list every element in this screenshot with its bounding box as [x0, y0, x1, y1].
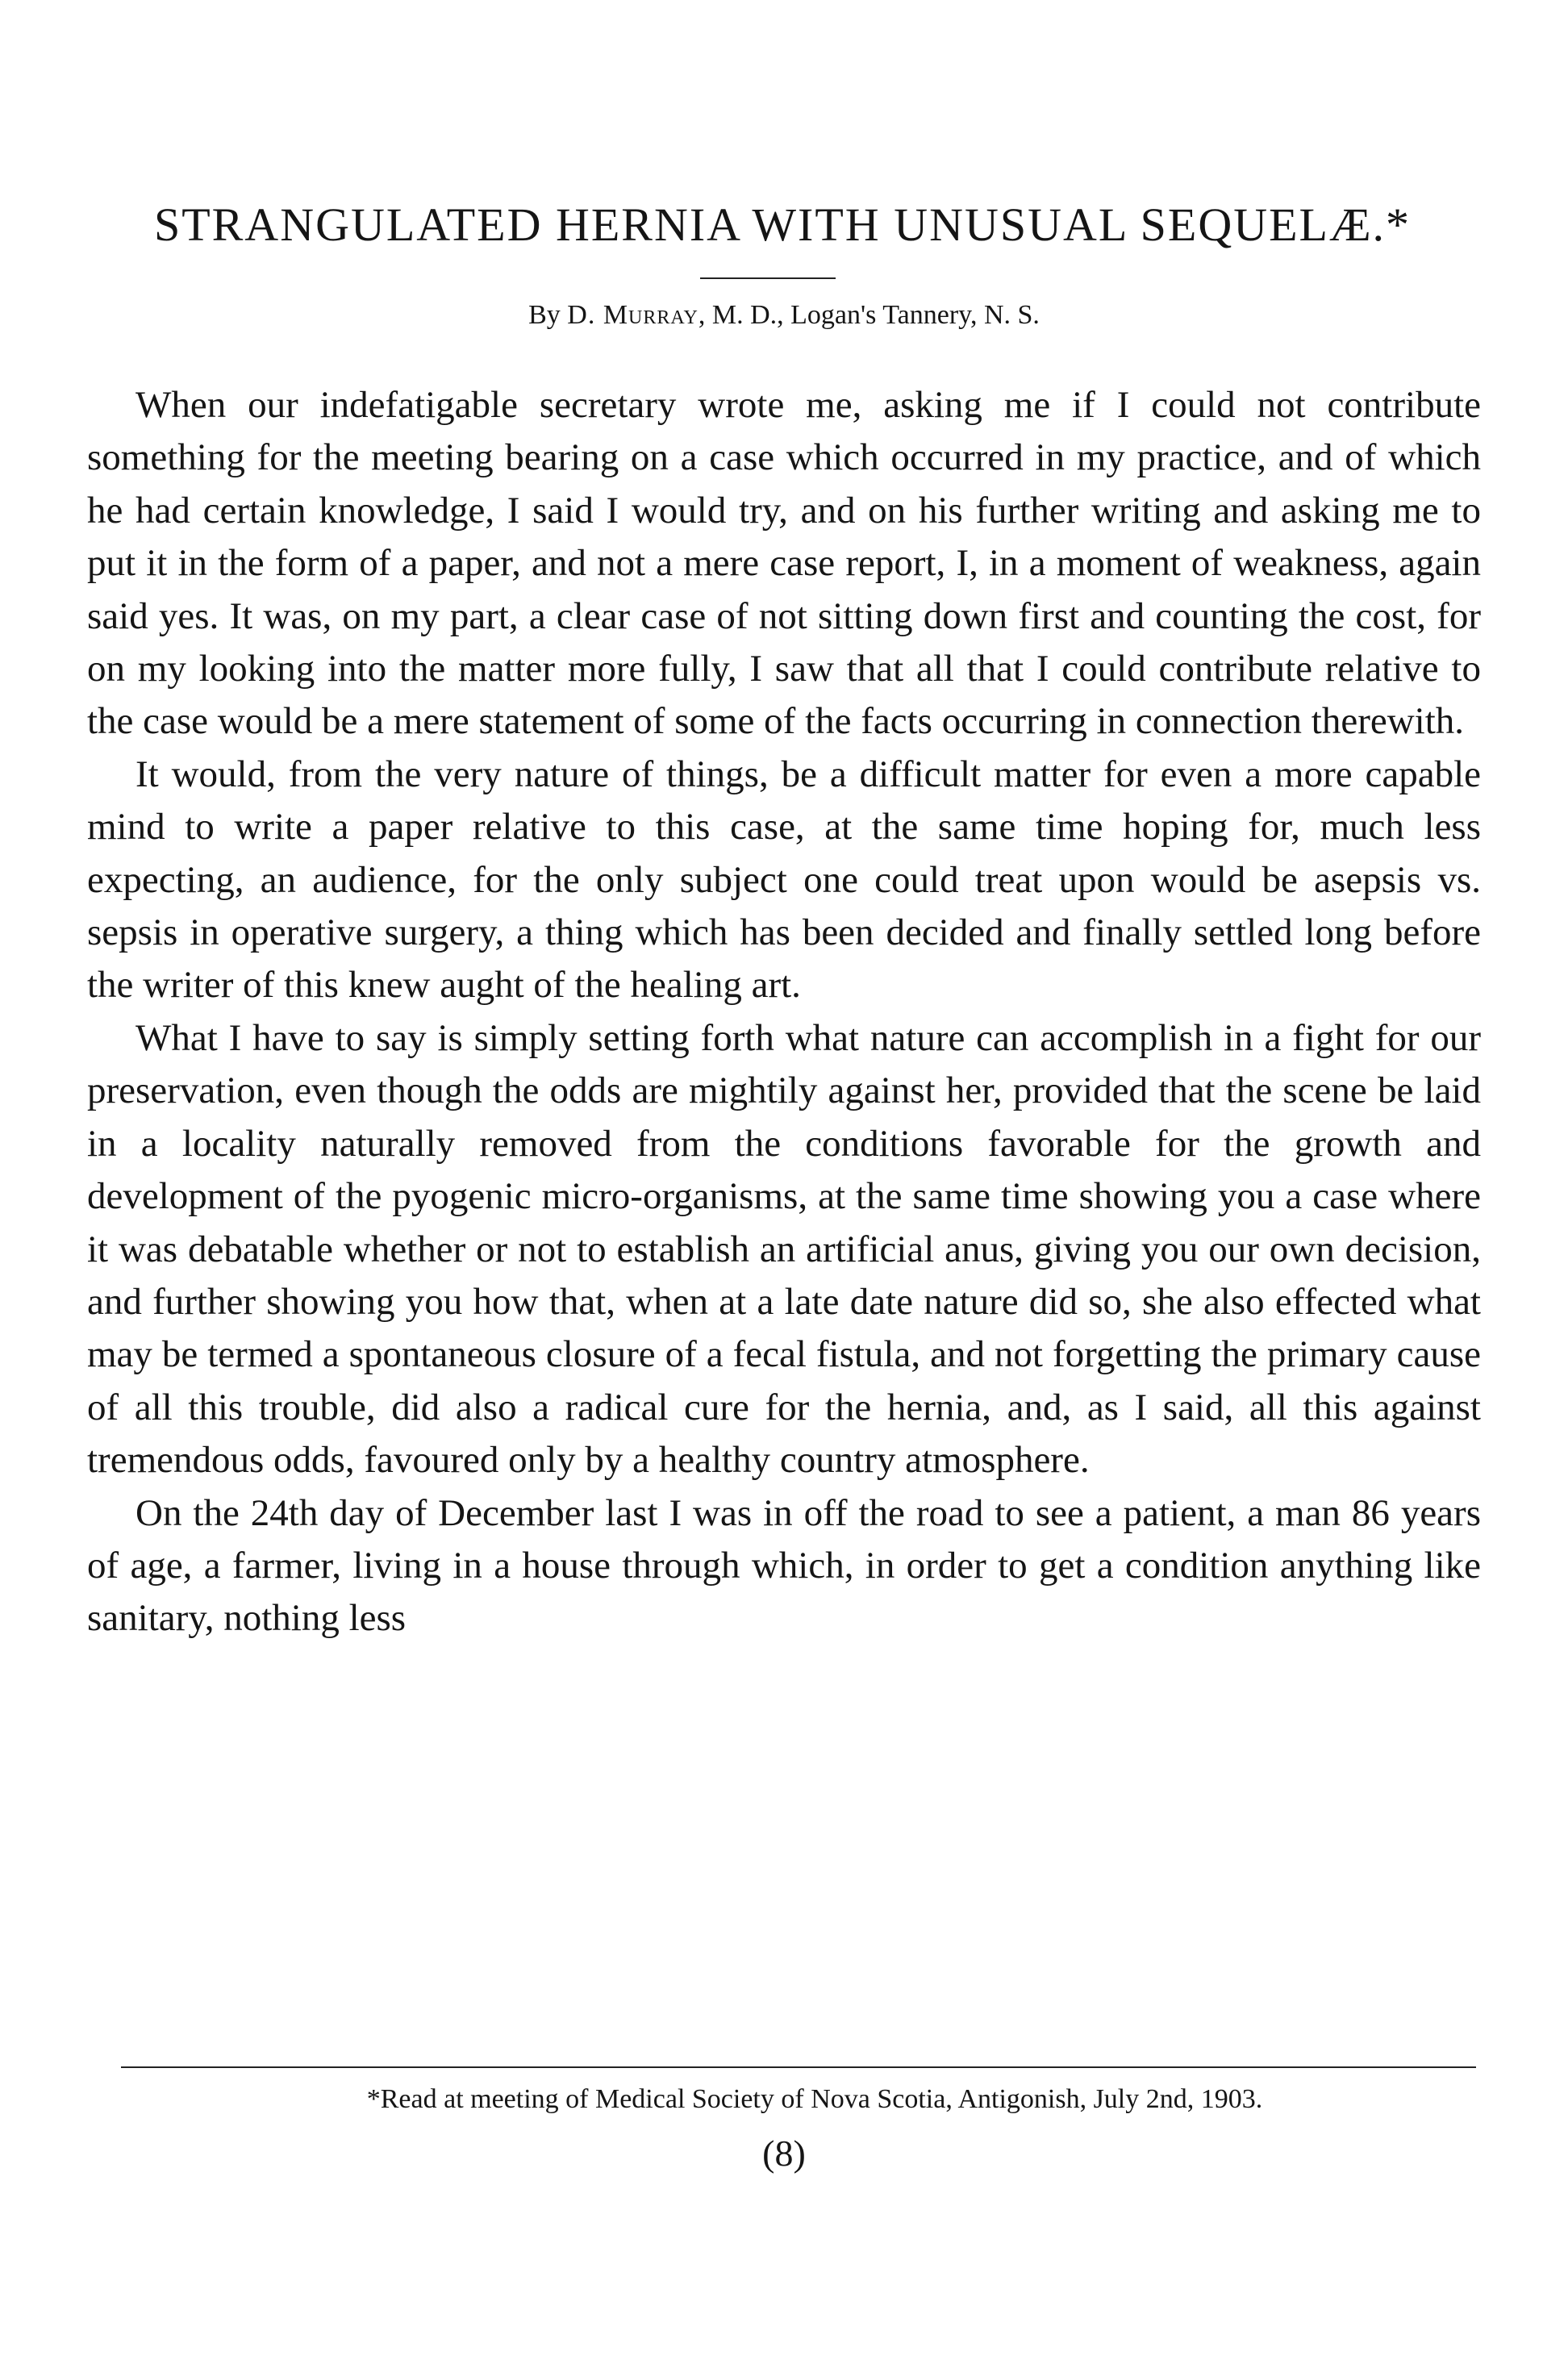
footnote-divider — [121, 2066, 1476, 2068]
article-body — [87, 379, 1481, 1645]
byline-prefix: By — [528, 300, 561, 330]
byline — [161, 297, 1407, 334]
byline-suffix: , M. D., Logan's Tannery, N. S. — [698, 300, 1040, 330]
footnote: *Read at meeting of Medical Society of Nova Scotia, Antigonish, July 2nd, 1903. — [366, 2084, 1263, 2114]
paragraph-3: What I have to say is simply setting forth what nature can accomplish in a fight for our preservation, even though the odds are mightily against her, provided that the scene be laid in a locality naturally removed from the conditions favorable for the growth and development of the pyogenic micro-organisms, at the same time showing you a case where it was debatable whether or not to establish an artificial anus, giving you our own decision, and further showing you how that, when at a late date nature did so, she also effected what may be termed a spontaneous closure of a fecal fistula, and not forgetting the primary cause of all this trouble, did also a radical cure for the hernia, and, as I said, all this against tremendous odds, favoured only by a healthy country atmosphere. — [87, 1016, 1481, 1482]
page-number: (8) — [762, 2133, 806, 2174]
paragraph-4: On the 24th day of December last I was in off the road to see a patient, a man 86 years of age, a farmer, living in a house through which, in order to get a condition anything like sanitary, nothing less — [87, 1491, 1481, 1640]
paragraph-1: When our indefatigable secretary wrote me, asking me if I could not contribute something for the meeting bearing on a case which occurred in my practice, and of which he had certain knowledge, I said I would try, and on his further writing and asking me to put it in the form of a paper, and not a mere case report, I, in a moment of weakness, again said yes. It was, on my part, a clear case of not sitting down first and counting the cost, for on my looking into the matter more fully, I saw that all that I could contribute relative to the case would be a mere statement of some of the facts occurring in connection therewith. — [87, 384, 1481, 743]
byline-author: D. Murray — [567, 300, 699, 330]
title-divider — [700, 277, 836, 279]
paragraph-2: It would, from the very nature of things, be a difficult matter for even a more capable mind to write a paper relative to this case, at the same time hoping for, much less expecting, an audience, for the only subject one could treat upon would be asepsis vs. sepsis in operative surgery, a thing which has been decided and finally settled long before the writer of this knew aught of the healing art. — [87, 753, 1481, 1007]
article-title: STRANGULATED HERNIA WITH UNUSUAL SEQUELÆ.* — [153, 198, 1412, 251]
